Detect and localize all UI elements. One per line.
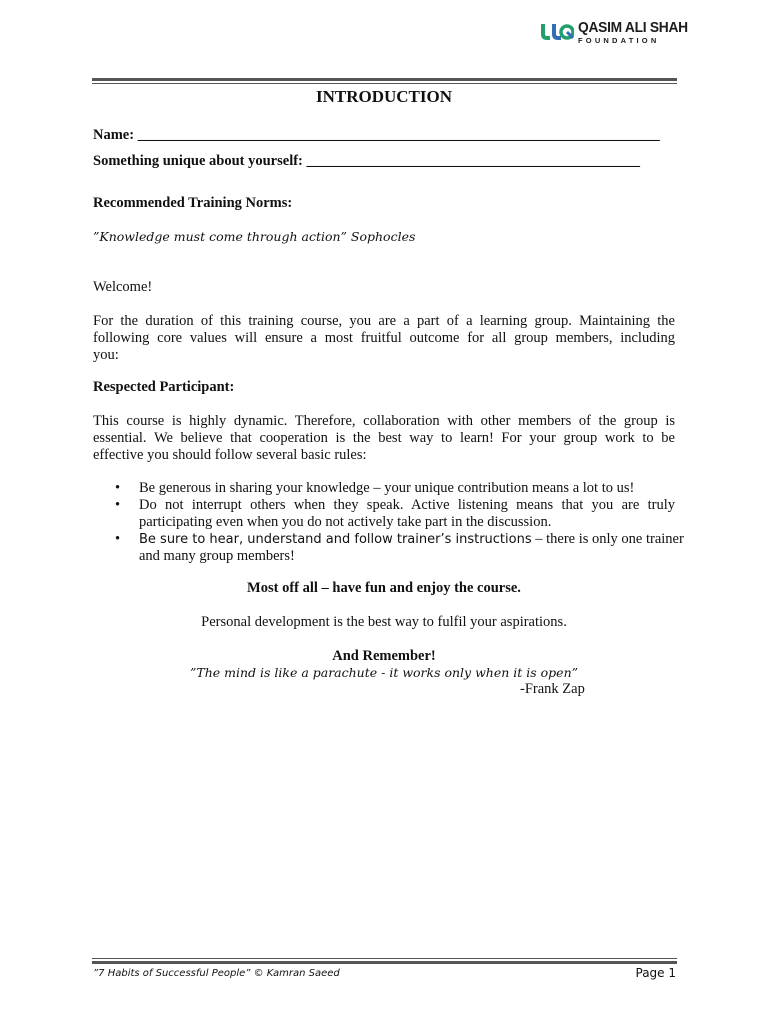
intro-line-3: you: [93, 347, 119, 363]
intro-line-1: For the duration of this training course, you are a part of a learning group. Maintaining the [93, 313, 675, 329]
unique-label: Something unique about yourself: [93, 153, 303, 169]
intro-paragraph [93, 313, 675, 364]
course-line-1: This course is highly dynamic. Therefore, collaboration with other members of the group is [93, 413, 675, 429]
name-blank: ________________________________________________________________________ [137, 127, 660, 143]
fun-line: Most off all – have fun and enjoy the course. [247, 580, 521, 596]
rule-1: Be generous in sharing your knowledge – your unique contribution means a lot to us! [139, 480, 635, 496]
intro-line-2: following core values will ensure a most fruitful outcome for all group members, including [93, 330, 675, 346]
unique-field-row [93, 153, 640, 170]
list-item [93, 480, 675, 497]
course-paragraph [93, 413, 675, 464]
rule-3-line-1 [139, 531, 684, 548]
rule-3-line-2: and many group members! [139, 548, 295, 564]
development-line: Personal development is the best way to fulfil your aspirations. [201, 614, 567, 630]
course-line-2: essential. We believe that cooperation is the best way to learn! For your group work to be [93, 430, 675, 446]
footer-rule-thin [92, 958, 677, 959]
footer-credit: ”7 Habits of Successful People” © Kamran Saeed [93, 968, 340, 979]
list-item [93, 531, 684, 565]
bullet-icon: • [115, 497, 121, 513]
footer-rule-thick [92, 961, 677, 964]
logo-subtitle: FOUNDATION [578, 36, 660, 45]
rule-2-line-2: participating even when you do not actively take part in the discussion. [139, 514, 552, 530]
logo-mark-icon [538, 21, 574, 43]
name-field-row [93, 127, 660, 144]
rule-2-line-1: Do not interrupt others when they speak. Active listening means that you are truly [139, 497, 675, 513]
header-rule-thin [92, 83, 677, 84]
page-title: INTRODUCTION [315, 87, 453, 106]
list-item [93, 497, 675, 531]
name-label: Name: [93, 127, 135, 143]
remember-heading: And Remember! [332, 648, 436, 664]
header-rule-thick [92, 78, 677, 81]
welcome-text: Welcome! [93, 279, 153, 295]
bullet-icon: • [115, 480, 121, 496]
rule-3-instruction: Be sure to hear, understand and follow trainer’s instructions [139, 532, 532, 547]
course-line-3: effective you should follow several basic rules: [93, 447, 367, 463]
norms-heading: Recommended Training Norms: [93, 195, 293, 211]
closing-author: -Frank Zap [520, 681, 585, 697]
rule-3-rest: – there is only one trainer [531, 531, 684, 547]
rules-list [93, 480, 684, 565]
participant-heading: Respected Participant: [93, 379, 235, 395]
closing-quote: ”The mind is like a parachute - it works only when it is open” [189, 665, 579, 680]
unique-blank: ______________________________________________ [306, 153, 641, 169]
bullet-icon: • [115, 531, 121, 547]
foundation-logo [538, 20, 697, 45]
page-number: Page 1 [635, 966, 676, 980]
logo-title: QASIM ALI SHAH [578, 19, 688, 36]
norms-quote: ”Knowledge must come through action” Sophocles [93, 229, 416, 244]
